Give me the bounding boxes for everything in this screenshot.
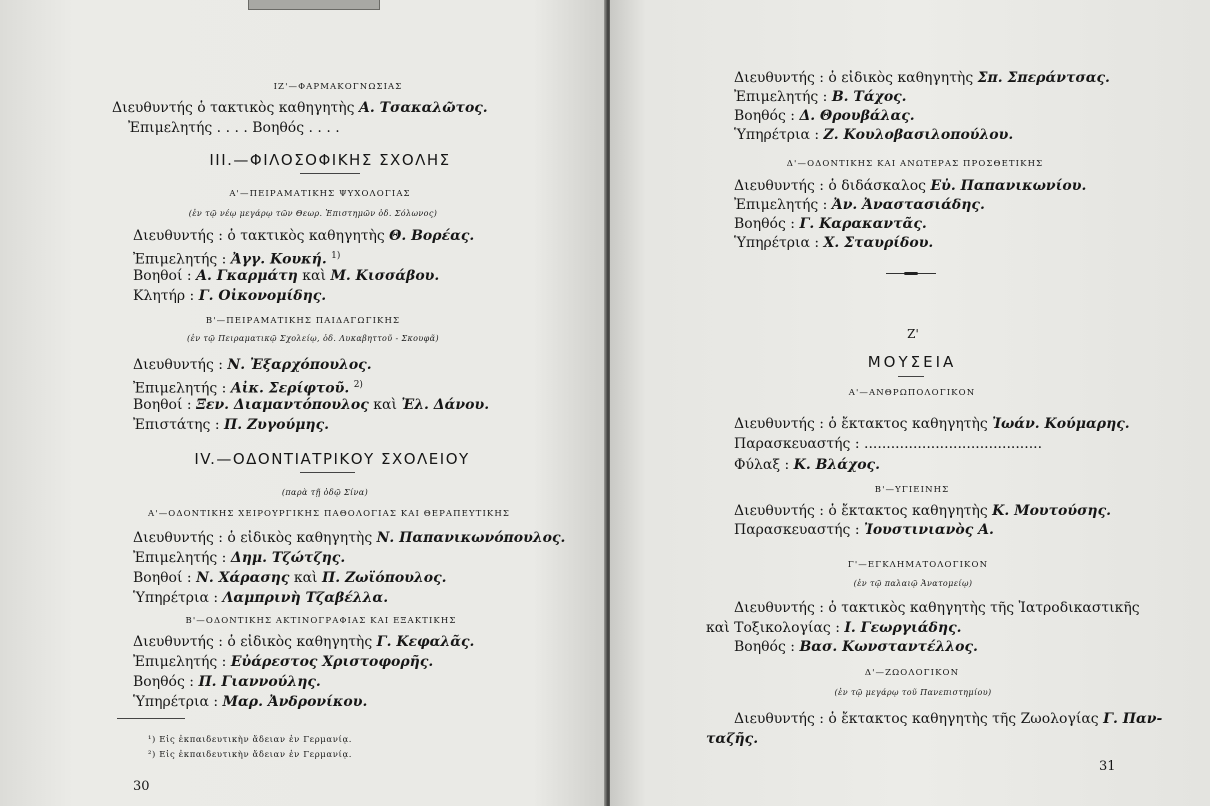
psych-curator-line	[133, 248, 340, 268]
surg-servant-line	[133, 590, 388, 606]
pharm-director-line	[112, 100, 488, 116]
psych-porter-line	[133, 288, 326, 304]
role-label: Ὑπηρέτρια :	[133, 590, 219, 606]
person-name: Δημ. Τζώτζης.	[230, 550, 346, 566]
person-name: Π. Ζυγούμης.	[223, 417, 330, 433]
role-label: Διευθυντής : ὁ ἔκτακτος καθηγητὴς	[734, 416, 988, 432]
person-name: Δ. Θρουβάλας.	[799, 108, 915, 124]
person-name: Β. Τάχος.	[831, 89, 907, 105]
role-label: Διευθυντής : ὁ διδάσκαλος	[734, 178, 926, 194]
role-label: Βοηθός :	[734, 639, 795, 655]
role-label: Βοηθός :	[734, 216, 795, 232]
xray-curator-line	[133, 654, 433, 670]
role-label: Βοηθός :	[133, 674, 194, 690]
person-name: Α. Γκαρμάτη	[196, 268, 298, 284]
role-label: Κλητήρ :	[133, 288, 195, 304]
role-label: Ἐπιμελητής :	[133, 550, 227, 566]
section-heading-pedagogy: Β'—ΠΕΙΡΑΜΑΤΙΚΗΣ ΠΑΙΔΑΓΩΓΙΚΗΣ	[205, 316, 401, 326]
right-page	[610, 0, 1210, 806]
surg-director-line	[133, 530, 565, 546]
role-label: καὶ Τοξικολογίας :	[706, 620, 840, 636]
anthro-preparator-line	[734, 436, 1042, 452]
psych-assistants-line	[133, 268, 439, 284]
section-heading-criminology: Γ'—ΕΓΚΛΗΜΑΤΟΛΟΓΙΚΟΝ	[847, 560, 989, 570]
crim-director-line-2	[706, 620, 961, 636]
role-label: Ἐπιμελητής :	[133, 251, 227, 268]
role-label: Ὑπηρέτρια :	[734, 235, 820, 251]
role-label: Παρασκευαστής :	[734, 522, 860, 538]
role-label: Διευθυντής :	[133, 357, 223, 373]
person-name: Ν. Ἐξαρχόπουλος.	[227, 357, 372, 373]
blank-dots: ........................................	[864, 436, 1043, 452]
person-name: Ν. Χάρασης	[196, 570, 290, 586]
person-name: Ἀγγ. Κουκή.	[230, 251, 327, 268]
person-name: Π. Γιαννούλης.	[198, 674, 321, 690]
ped-supervisor-line	[133, 417, 329, 433]
person-name: Μαρ. Ἀνδρονίκου.	[222, 694, 368, 710]
footnote-marker: 2)	[353, 380, 363, 390]
anthro-director-line	[734, 416, 1130, 432]
chapter-title: ΜΟΥΣΕΙΑ	[867, 353, 957, 371]
page-number: 30	[133, 779, 150, 794]
conjunction: καὶ	[302, 268, 326, 284]
role-label: Φύλαξ :	[734, 457, 790, 473]
person-name: Ι. Γεωργιάδης.	[844, 620, 962, 636]
person-name: Γ. Κεφαλᾶς.	[376, 634, 475, 650]
surg-assistants-line	[133, 570, 446, 586]
section-heading-dental-surgery: Α'—ΟΔΟΝΤΙΚΗΣ ΧΕΙΡΟΥΡΓΙΚΗΣ ΠΑΘΟΛΟΓΙΑΣ ΚΑΙ ΘΕΡΑΠΕΥΤΙΚΗΣ	[148, 509, 510, 519]
role-label: Ἐπιστάτης :	[133, 417, 220, 433]
section-heading-zoology: Δ'—ΖΩΟΛΟΓΙΚΟΝ	[864, 668, 960, 678]
role-label: Παρασκευαστής :	[734, 436, 860, 452]
crim-assistant-line	[734, 639, 978, 655]
role-label: Διευθυντής ὁ τακτικὸς καθηγητὴς	[112, 100, 355, 116]
prosth-servant-line	[734, 235, 933, 251]
ped-director-line	[133, 357, 372, 373]
pedagogy-location: (ἐν τῷ Πειραματικῷ Σχολείῳ, ὁδ. Λυκαβηττοῦ - Σκουφᾶ)	[187, 334, 439, 343]
prosth-assistant-line	[734, 216, 927, 232]
person-name: Κ. Μουτούσης.	[992, 503, 1112, 519]
role-label: Διευθυντής : ὁ τακτικὸς καθηγητὴς	[133, 228, 385, 244]
title-rule	[300, 472, 355, 473]
section-heading-psychology: Α'—ΠΕΙΡΑΜΑΤΙΚΗΣ ΨΥΧΟΛΟΓΙΑΣ	[229, 189, 411, 199]
psychology-location: (ἐν τῷ νέῳ μεγάρῳ τῶν Θεωρ. Ἐπιστημῶν ὁδ. Σόλωνος)	[188, 209, 438, 218]
person-name: Ἰουστινιανὸς Α.	[864, 522, 994, 538]
ped-curator-line	[133, 377, 363, 397]
footnote-rule	[117, 718, 185, 719]
person-name: Μ. Κισσάβου.	[330, 268, 440, 284]
person-name: Ξεν. Διαμαντόπουλος	[196, 397, 369, 413]
person-name: Χ. Σταυρίδου.	[823, 235, 934, 251]
role-label: Ὑπηρέτρια :	[734, 127, 820, 143]
person-name: Αἰκ. Σερίφτοῦ.	[230, 380, 350, 397]
person-name: Γ. Παν-	[1103, 711, 1163, 727]
person-name: Βασ. Κωνσταντέλλος.	[799, 639, 978, 655]
role-label: Ἐπιμελητής :	[734, 197, 828, 213]
anthro-guard-line	[734, 457, 880, 473]
section-heading-dental-xray: Β'—ΟΔΟΝΤΙΚΗΣ ΑΚΤΙΝΟΓΡΑΦΙΑΣ ΚΑΙ ΕΞΑΚΤΙΚΗΣ	[185, 616, 457, 626]
person-name: Ἐλ. Δάνου.	[401, 397, 490, 413]
binding-tab	[248, 0, 380, 10]
surg-curator-line	[133, 550, 345, 566]
hyg-preparator-line	[734, 522, 994, 538]
role-label: Διευθυντής : ὁ ἔκτακτος καθηγητὴς	[734, 503, 988, 519]
person-name: Κ. Βλάχος.	[793, 457, 880, 473]
footnote-1: ¹) Εἰς ἐκπαιδευτικὴν ἄδειαν ἐν Γερμανίᾳ.	[148, 735, 353, 745]
prosth-director-line	[734, 178, 1086, 194]
person-name: Ἰωάν. Κούμαρης.	[992, 416, 1130, 432]
xray-assistant-line	[133, 674, 321, 690]
ped-assistants-line	[133, 397, 489, 413]
section-heading-hygiene: Β'—ΥΓΙΕΙΝΗΣ	[874, 485, 950, 495]
person-name: Εὐάρεστος Χριστοφορῆς.	[230, 654, 434, 670]
role-label: Ἐπιμελητής :	[133, 654, 227, 670]
school-title-philosophy: III.—ΦΙΛΟΣΟΦΙΚΗΣ ΣΧΟΛΗΣ	[209, 151, 451, 169]
conjunction: καὶ	[373, 397, 397, 413]
hyg-director-line	[734, 503, 1111, 519]
ornament-divider	[886, 272, 936, 275]
role-label: Ἐπιμελητής :	[133, 380, 227, 397]
role-label: Διευθυντής : ὁ ἔκτακτος καθηγητὴς τῆς Ζωολογίας	[734, 711, 1099, 727]
a-assistant-line	[734, 108, 915, 124]
person-name: Ν. Παπανικωνόπουλος.	[376, 530, 566, 546]
section-heading-anthropology: Α'—ΑΝΘΡΩΠΟΛΟΓΙΚΟΝ	[848, 388, 976, 398]
person-name: Γ. Οἰκονομίδης.	[198, 288, 327, 304]
person-name: Α. Τσακαλῶτος.	[358, 100, 488, 116]
zoo-director-line-1	[734, 711, 1162, 727]
person-name: Π. Ζωϊόπουλος.	[321, 570, 447, 586]
prosth-curator-line	[734, 197, 985, 213]
a-curator-line	[734, 89, 907, 105]
conjunction: καὶ	[293, 570, 318, 586]
dental-location: (παρὰ τῇ ὁδῷ Σίνα)	[281, 488, 369, 497]
title-rule	[898, 376, 924, 377]
criminology-location: (ἐν τῷ παλαιῷ Ἀνατομείῳ)	[853, 579, 973, 588]
role-label: Διευθυντής : ὁ εἰδικὸς καθηγητὴς	[133, 634, 373, 650]
school-title-dental: IV.—ΟΔΟΝΤΙΑΤΡΙΚΟΥ ΣΧΟΛΕΙΟΥ	[194, 450, 470, 468]
crim-director-line-1: Διευθυντής : ὁ τακτικὸς καθηγητὴς τῆς Ἰατροδικαστικῆς	[734, 600, 1140, 616]
footnote-marker: 1)	[331, 251, 341, 261]
role-label: Βοηθοί :	[133, 397, 192, 413]
a-servant-line	[734, 127, 1013, 143]
section-heading-pharmacognosy: ΙΖ'—ΦΑΡΜΑΚΟΓΝΩΣΙΑΣ	[273, 82, 403, 92]
person-name: Θ. Βορέας.	[389, 228, 475, 244]
a-director-line	[734, 70, 1110, 86]
person-name: Σπ. Σπεράντσας.	[977, 70, 1110, 86]
section-heading-prosthetics: Δ'—ΟΔΟΝΤΙΚΗΣ ΚΑΙ ΑΝΩΤΕΡΑΣ ΠΡΟΣΘΕΤΙΚΗΣ	[786, 159, 1044, 169]
psych-director-line	[133, 228, 474, 244]
role-label: Ἐπιμελητής :	[734, 89, 828, 105]
person-name: Λαμπρινὴ Τζαβέλλα.	[222, 590, 389, 606]
xray-director-line	[133, 634, 474, 650]
chapter-letter: Ζ'	[907, 327, 919, 341]
role-label: Βοηθός :	[734, 108, 795, 124]
person-name: Γ. Καρακαντᾶς.	[799, 216, 927, 232]
person-name: Ἀν. Ἀναστασιάδης.	[831, 197, 985, 213]
role-label: Ὑπηρέτρια :	[133, 694, 219, 710]
person-name: Ζ. Κουλοβασιλοπούλου.	[823, 127, 1014, 143]
zoo-director-line-2: ταζῆς.	[706, 731, 759, 747]
pharm-staff-line: Ἐπιμελητής . . . . Βοηθός . . . .	[128, 120, 340, 136]
role-label: Βοηθοί :	[133, 570, 192, 586]
footnote-2: ²) Εἰς ἐκπαιδευτικὴν ἄδειαν ἐν Γερμανίᾳ.	[148, 750, 353, 760]
zoology-location: (ἐν τῷ μεγάρῳ τοῦ Πανεπιστημίου)	[834, 688, 992, 697]
role-label: Βοηθοί :	[133, 268, 192, 284]
xray-servant-line	[133, 694, 367, 710]
person-name: Εὐ. Παπανικωνίου.	[930, 178, 1087, 194]
role-label: Διευθυντής : ὁ εἰδικὸς καθηγητὴς	[133, 530, 373, 546]
page-number: 31	[1099, 759, 1116, 774]
role-label: Διευθυντής : ὁ εἰδικὸς καθηγητὴς	[734, 70, 974, 86]
title-rule	[300, 173, 360, 174]
